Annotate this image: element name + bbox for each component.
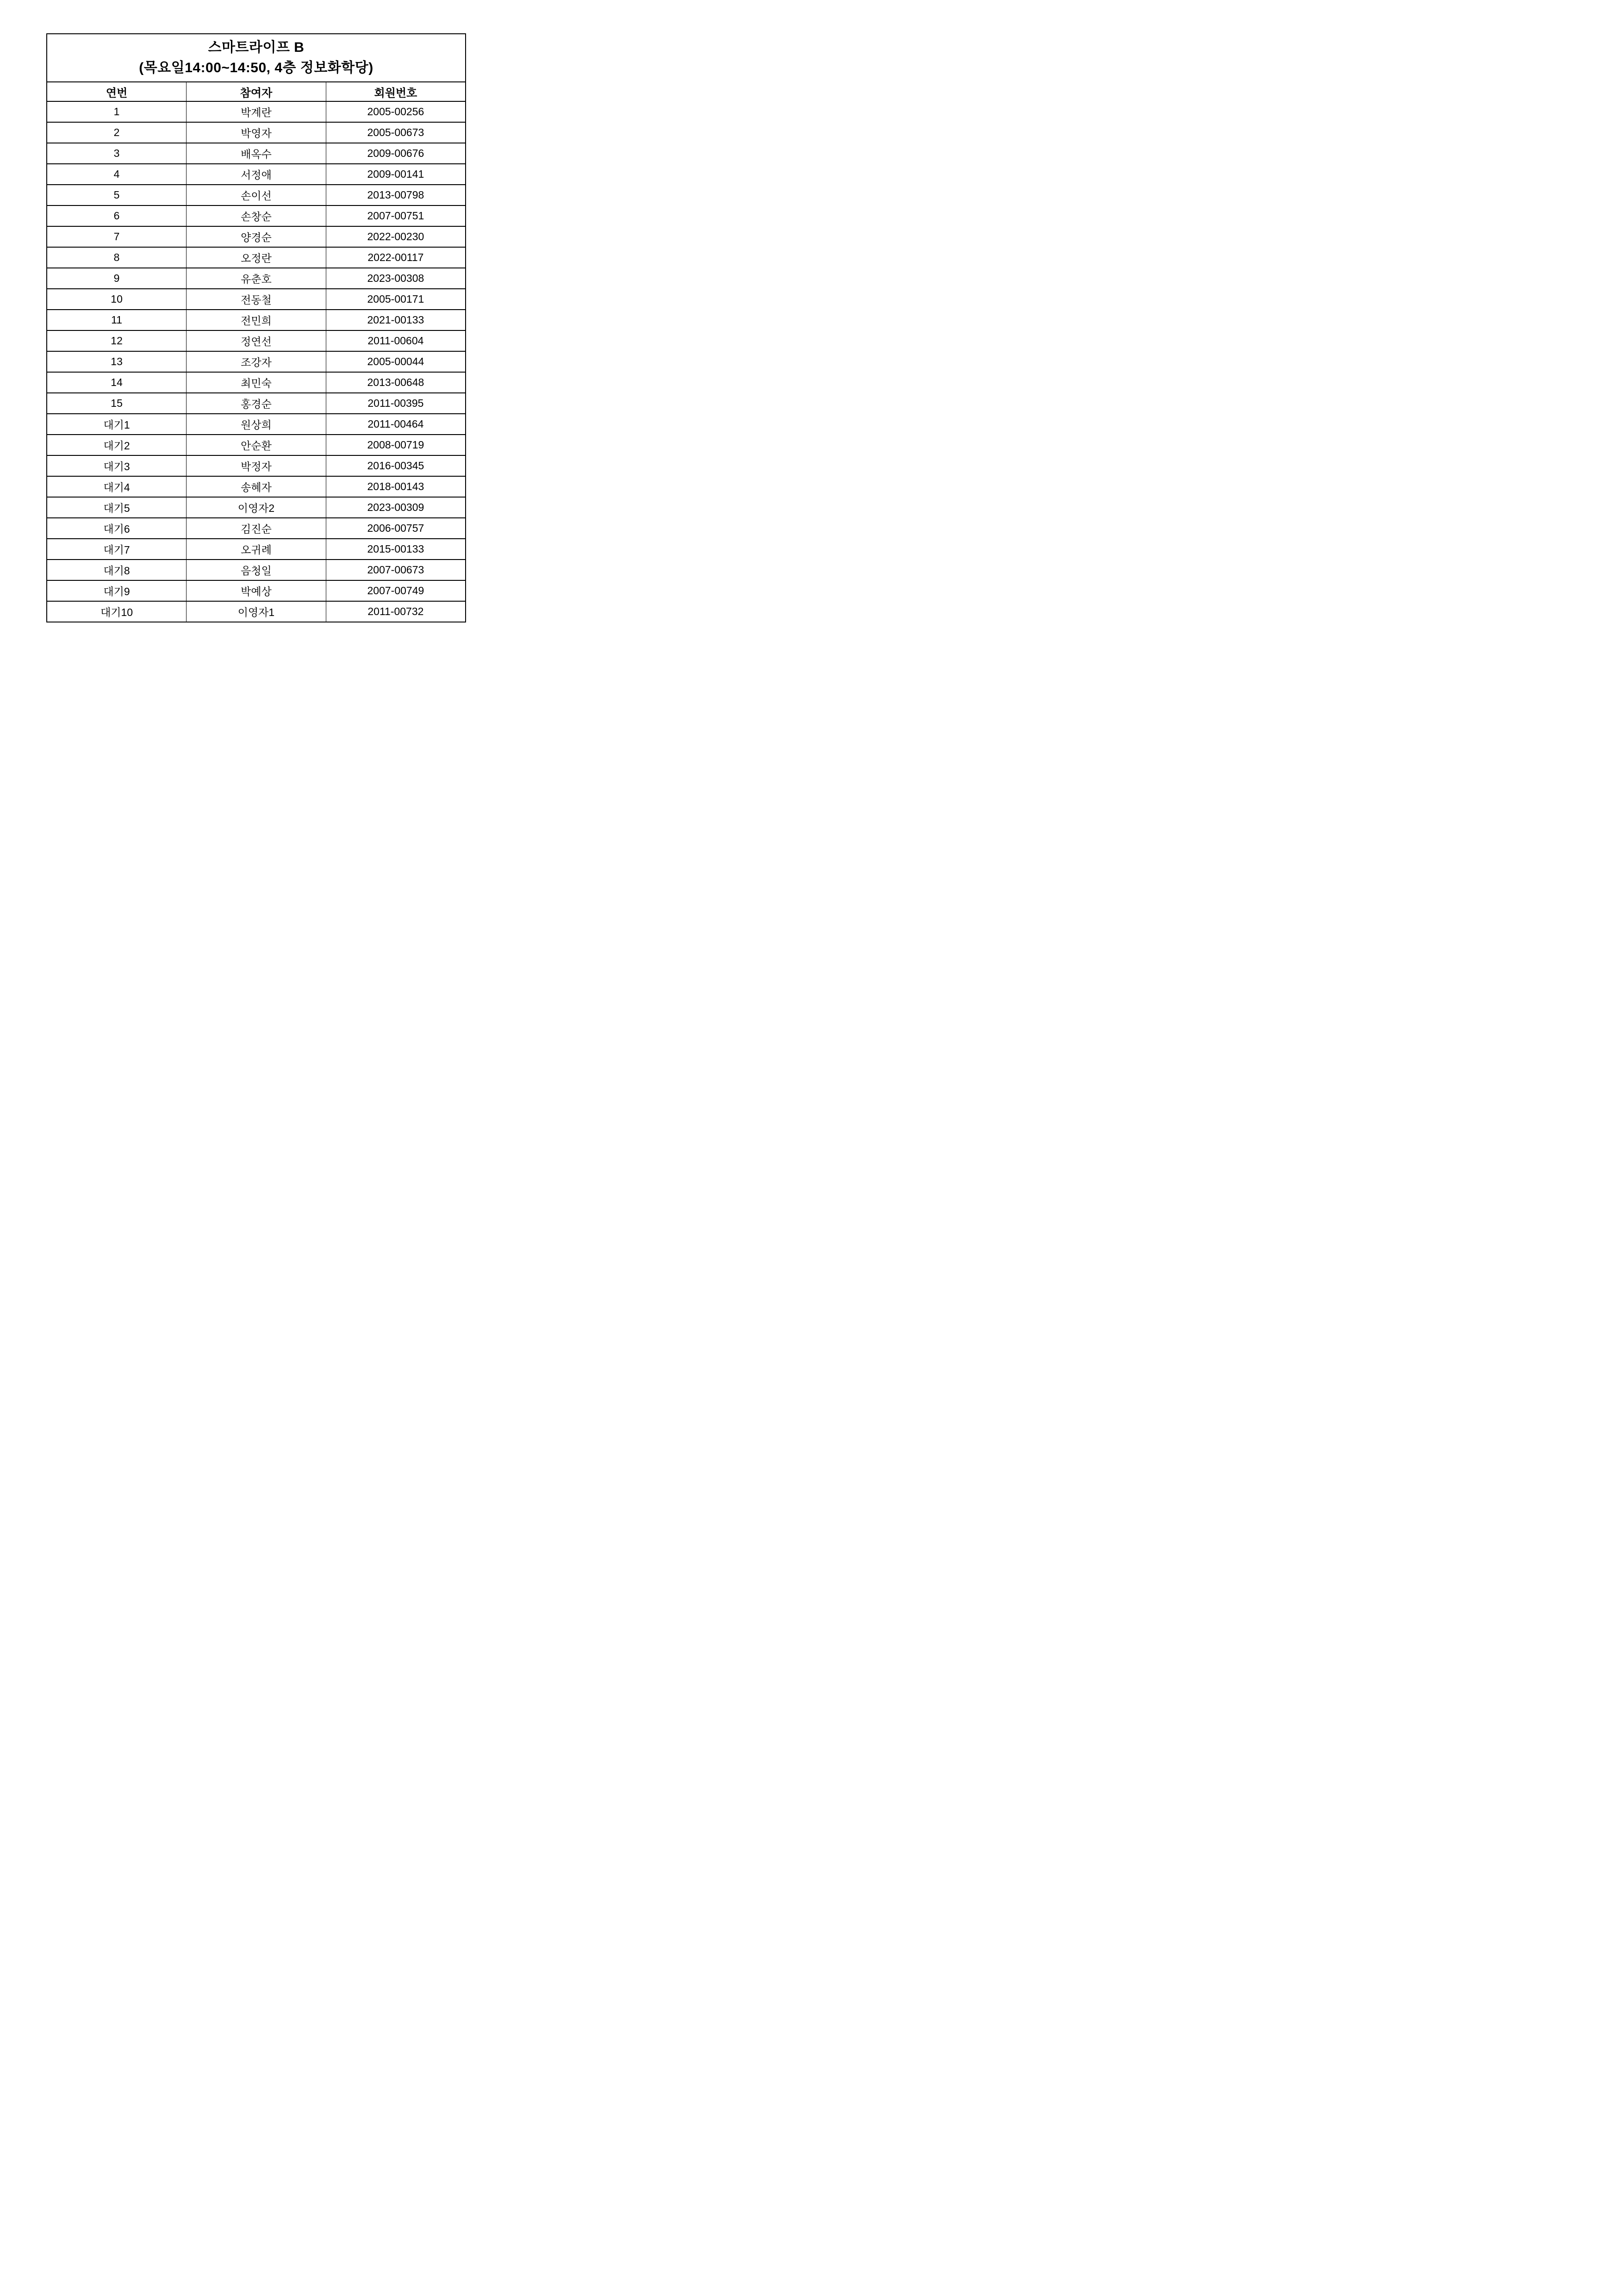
- cell-member-id: 2015-00133: [326, 539, 466, 560]
- cell-member-id: 2022-00230: [326, 226, 466, 247]
- cell-participant: 박예상: [187, 580, 326, 601]
- cell-seq: 7: [47, 226, 187, 247]
- cell-member-id: 2007-00673: [326, 560, 466, 580]
- roster-head: [47, 34, 466, 101]
- cell-participant: 손이선: [187, 185, 326, 205]
- cell-member-id: 2013-00798: [326, 185, 466, 205]
- table-row: [47, 164, 466, 185]
- cell-member-id: 2005-00673: [326, 122, 466, 143]
- cell-participant: 음청일: [187, 560, 326, 580]
- table-row: [47, 580, 466, 601]
- table-row: [47, 205, 466, 226]
- table-row: [47, 351, 466, 372]
- cell-seq: 대기1: [47, 414, 187, 435]
- cell-member-id: 2023-00309: [326, 497, 466, 518]
- cell-seq: 대기4: [47, 476, 187, 497]
- cell-participant: 양경순: [187, 226, 326, 247]
- table-row: [47, 330, 466, 351]
- cell-seq: 1: [47, 101, 187, 122]
- cell-member-id: 2011-00395: [326, 393, 466, 414]
- cell-participant: 박계란: [187, 101, 326, 122]
- cell-member-id: 2022-00117: [326, 247, 466, 268]
- cell-seq: 9: [47, 268, 187, 289]
- title-row: [47, 34, 466, 82]
- cell-participant: 손창순: [187, 205, 326, 226]
- cell-member-id: 2007-00749: [326, 580, 466, 601]
- cell-member-id: 2021-00133: [326, 310, 466, 330]
- cell-seq: 대기6: [47, 518, 187, 539]
- cell-participant: 원상희: [187, 414, 326, 435]
- cell-seq: 8: [47, 247, 187, 268]
- cell-participant: 정연선: [187, 330, 326, 351]
- cell-member-id: 2011-00732: [326, 601, 466, 622]
- cell-member-id: 2016-00345: [326, 455, 466, 476]
- cell-seq: 12: [47, 330, 187, 351]
- table-row: [47, 414, 466, 435]
- cell-seq: 대기9: [47, 580, 187, 601]
- cell-member-id: 2005-00256: [326, 101, 466, 122]
- roster-body: [47, 101, 466, 622]
- cell-member-id: 2008-00719: [326, 435, 466, 455]
- cell-seq: 6: [47, 205, 187, 226]
- table-row: [47, 455, 466, 476]
- cell-member-id: 2005-00044: [326, 351, 466, 372]
- cell-seq: 11: [47, 310, 187, 330]
- table-row: [47, 539, 466, 560]
- table-row: [47, 185, 466, 205]
- cell-seq: 3: [47, 143, 187, 164]
- table-row: [47, 310, 466, 330]
- header-participant: 참여자: [187, 82, 326, 101]
- cell-seq: 15: [47, 393, 187, 414]
- cell-seq: 14: [47, 372, 187, 393]
- table-row: [47, 122, 466, 143]
- cell-participant: 홍경순: [187, 393, 326, 414]
- cell-participant: 배옥수: [187, 143, 326, 164]
- cell-participant: 전동철: [187, 289, 326, 310]
- cell-member-id: 2013-00648: [326, 372, 466, 393]
- table-row: [47, 560, 466, 580]
- table-row: [47, 143, 466, 164]
- cell-member-id: 2018-00143: [326, 476, 466, 497]
- table-row: [47, 518, 466, 539]
- cell-participant: 안순환: [187, 435, 326, 455]
- cell-seq: 10: [47, 289, 187, 310]
- cell-participant: 서정애: [187, 164, 326, 185]
- header-row: [47, 82, 466, 101]
- cell-seq: 5: [47, 185, 187, 205]
- header-seq: 연번: [47, 82, 187, 101]
- cell-participant: 김진순: [187, 518, 326, 539]
- cell-member-id: 2023-00308: [326, 268, 466, 289]
- table-row: [47, 247, 466, 268]
- cell-participant: 이영자2: [187, 497, 326, 518]
- cell-seq: 대기7: [47, 539, 187, 560]
- cell-member-id: 2005-00171: [326, 289, 466, 310]
- table-row: [47, 497, 466, 518]
- cell-seq: 4: [47, 164, 187, 185]
- cell-member-id: 2009-00676: [326, 143, 466, 164]
- cell-member-id: 2009-00141: [326, 164, 466, 185]
- title-line-1: 스마트라이프 B: [208, 40, 305, 55]
- cell-seq: 13: [47, 351, 187, 372]
- title-line-2: (목요일14:00~14:50, 4층 정보화학당): [139, 60, 373, 75]
- table-title: [47, 34, 466, 82]
- table-row: [47, 601, 466, 622]
- table-row: [47, 372, 466, 393]
- cell-member-id: 2011-00464: [326, 414, 466, 435]
- table-row: [47, 226, 466, 247]
- cell-member-id: 2011-00604: [326, 330, 466, 351]
- table-row: [47, 476, 466, 497]
- cell-seq: 대기8: [47, 560, 187, 580]
- cell-participant: 최민숙: [187, 372, 326, 393]
- cell-participant: 오귀례: [187, 539, 326, 560]
- cell-seq: 2: [47, 122, 187, 143]
- document-page: [0, 0, 510, 722]
- cell-participant: 박영자: [187, 122, 326, 143]
- table-row: [47, 435, 466, 455]
- cell-participant: 송혜자: [187, 476, 326, 497]
- table-row: [47, 268, 466, 289]
- table-row: [47, 289, 466, 310]
- cell-participant: 유춘호: [187, 268, 326, 289]
- cell-seq: 대기10: [47, 601, 187, 622]
- cell-participant: 전민희: [187, 310, 326, 330]
- cell-participant: 박정자: [187, 455, 326, 476]
- table-row: [47, 393, 466, 414]
- roster-table: [46, 33, 466, 622]
- cell-participant: 오정란: [187, 247, 326, 268]
- cell-participant: 이영자1: [187, 601, 326, 622]
- cell-participant: 조강자: [187, 351, 326, 372]
- table-row: [47, 101, 466, 122]
- cell-seq: 대기2: [47, 435, 187, 455]
- header-member-id: 회원번호: [326, 82, 466, 101]
- cell-member-id: 2006-00757: [326, 518, 466, 539]
- cell-seq: 대기5: [47, 497, 187, 518]
- cell-seq: 대기3: [47, 455, 187, 476]
- cell-member-id: 2007-00751: [326, 205, 466, 226]
